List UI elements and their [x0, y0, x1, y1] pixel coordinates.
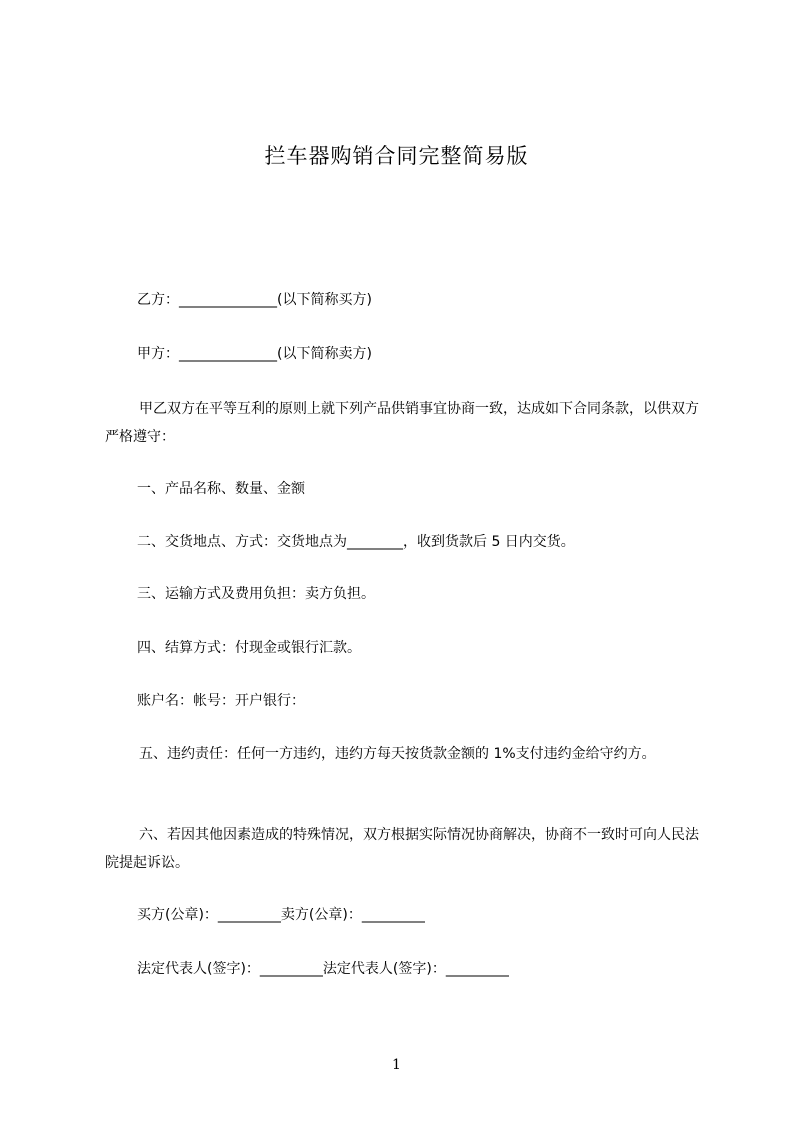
clause-1-product: 一、产品名称、数量、金额: [137, 481, 305, 497]
signature-line: 法定代表人(签字)：_________法定代表人(签字)：_________: [137, 961, 509, 977]
party-b-line: 乙方：______________(以下简称买方): [137, 292, 372, 308]
account-info-line: 账户名：帐号：开户银行：: [137, 693, 305, 709]
clause-3-transport: 三、运输方式及费用负担：卖方负担。: [137, 586, 375, 602]
clause-2-delivery: 二、交货地点、方式：交货地点为________，收到货款后 5 日内交货。: [137, 534, 575, 550]
page-number: 1: [392, 1057, 401, 1073]
party-a-line: 甲方：______________(以下简称卖方): [137, 346, 372, 362]
clause-5-breach: 五、违约责任：任何一方违约，违约方每天按货款金额的 1%支付违约金给守约方。: [139, 746, 656, 762]
seal-line: 买方(公章)：_________卖方(公章)：_________: [137, 907, 425, 923]
preamble-paragraph: 甲乙双方在平等互利的原则上就下列产品供销事宜协商一致，达成如下合同条款，以供双方严格遵守：: [105, 401, 699, 445]
clause-4-settlement: 四、结算方式：付现金或银行汇款。: [137, 640, 361, 656]
clause-6-dispute: 六、若因其他因素造成的特殊情况，双方根据实际情况协商解决，协商不一致时可向人民法院提起诉讼。: [105, 827, 699, 871]
document-title: 拦车器购销合同完整简易版: [264, 144, 529, 168]
